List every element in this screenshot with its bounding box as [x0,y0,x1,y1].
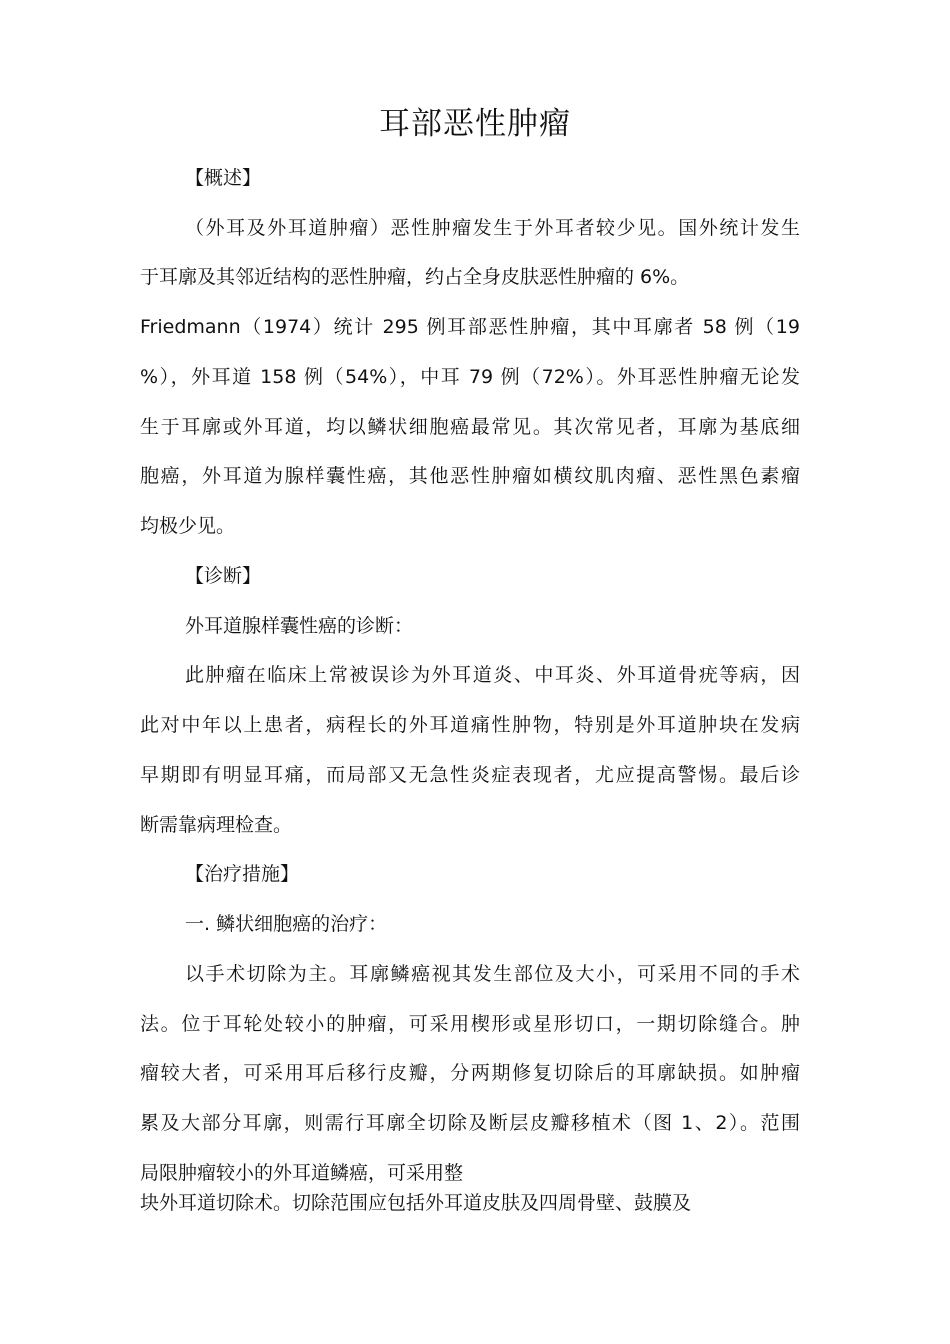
paragraph-line: 瘤较大者，可采用耳后移行皮瓣，分两期修复切除后的耳廓缺损。如肿瘤 [140,1062,800,1084]
paragraph-line: 早期即有明显耳痛，而局部又无急性炎症表现者，尤应提高警惕。最后诊 [140,764,800,786]
section-heading-overview: 【概述】 [185,167,262,189]
paragraph-line: 此肿瘤在临床上常被误诊为外耳道炎、中耳炎、外耳道骨疣等病，因 [185,664,800,686]
document-title: 耳部恶性肿瘤 [379,106,571,142]
paragraph-line: Friedmann（1974）统计 295 例耳部恶性肿瘤，其中耳廓者 58 例（19 [140,316,800,338]
paragraph-line: 生于耳廓或外耳道，均以鳞状细胞癌最常见。其次常见者，耳廓为基底细 [140,416,800,438]
paragraph-line: 断需靠病理检查。 [140,814,293,836]
section-heading-treatment: 【治疗措施】 [185,863,300,885]
paragraph-line: 此对中年以上患者，病程长的外耳道痛性肿物，特别是外耳道肿块在发病 [140,714,800,736]
paragraph-line: 以手术切除为主。耳廓鳞癌视其发生部位及大小，可采用不同的手术 [185,963,800,985]
section-heading-diagnosis: 【诊断】 [185,565,262,587]
paragraph-line: 胞癌，外耳道为腺样囊性癌，其他恶性肿瘤如横纹肌肉瘤、恶性黑色素瘤 [140,465,800,487]
paragraph-line: 局限肿瘤较小的外耳道鳞癌，可采用整 [140,1162,464,1184]
subheading-adenoid-cystic-diagnosis: 外耳道腺样囊性癌的诊断： [185,615,414,637]
paragraph-line: 法。位于耳轮处较小的肿瘤，可采用楔形或星形切口，一期切除缝合。肿 [140,1013,800,1035]
paragraph-line: 块外耳道切除术。切除范围应包括外耳道皮肤及四周骨壁、鼓膜及 [140,1192,692,1214]
paragraph-line: 均极少见。 [140,515,236,537]
paragraph-line: 于耳廓及其邻近结构的恶性肿瘤，约占全身皮肤恶性肿瘤的 6%。 [140,266,690,288]
paragraph-line: 累及大部分耳廓，则需行耳廓全切除及断层皮瓣移植术（图 1、2）。范围 [140,1112,800,1134]
paragraph-line: %），外耳道 158 例（54%），中耳 79 例（72%）。外耳恶性肿瘤无论发 [140,366,800,388]
subheading-squamous-treatment: 一. 鳞状细胞癌的治疗： [185,913,388,935]
paragraph-line: （外耳及外耳道肿瘤）恶性肿瘤发生于外耳者较少见。国外统计发生 [185,217,800,239]
